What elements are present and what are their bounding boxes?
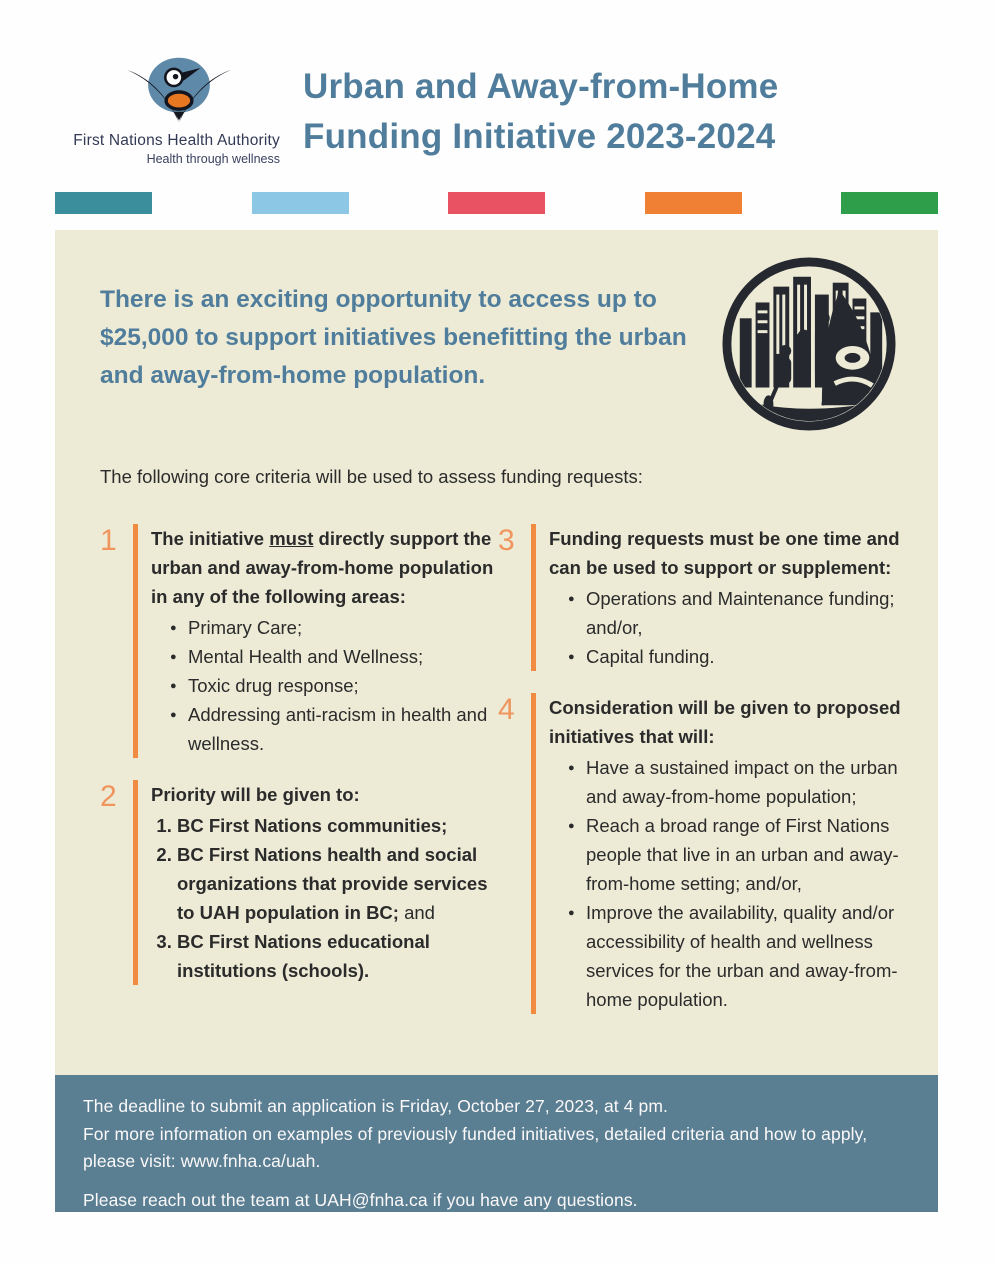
criterion-number: 1 [100,524,117,557]
color-bar-light-blue [252,192,349,214]
fnha-bird-icon [118,56,240,128]
criterion-heading: Funding requests must be one time and can be used to support or supplement: [549,528,900,578]
criterion-number: 2 [100,780,117,813]
bullet-item: ● Toxic drug response; [170,671,498,700]
criterion-bullet-list [549,584,910,671]
bullet-item: ● Primary Care; [170,613,498,642]
criterion-body [133,524,498,758]
criterion-heading: The initiative must directly support the urban and away-from-home population in any of the following areas: [151,528,494,607]
criterion-number: 4 [498,693,515,726]
logo-org-name: First Nations Health Authority [73,132,280,149]
color-bar-teal [55,192,152,214]
criterion-bullet-list [151,613,498,758]
page-title-line2: Funding Initiative 2023-2024 [303,117,776,156]
decorative-color-bars [55,192,938,214]
footer [55,1075,938,1212]
criterion-body [133,780,498,985]
bullet-item: ● Addressing anti-racism in health and wellness. [170,700,498,758]
bullet-item: ● Improve the availability, quality and/or accessibility of health and wellness services for the urban and away-from-home population. [568,898,910,1014]
intro-text: There is an exciting opportunity to access up to $25,000 to support initiatives benefitting the urban and away-from-home population. [100,286,687,389]
header [0,0,995,192]
page-title [303,56,778,162]
criterion-2 [100,780,498,985]
criterion-bullet-list [549,753,910,1014]
logo-tagline: Health through wellness [146,152,280,166]
color-bar-green [841,192,938,214]
footer-deadline: The deadline to submit an application is Friday, October 27, 2023, at 4 pm. [83,1096,668,1116]
bullet-item: ● Operations and Maintenance funding; and/or, [568,584,910,642]
criteria-column-right [498,508,910,1024]
priority-item: 2. BC First Nations health and social organizations that provide services to UAH population in BC; and [177,840,498,927]
criterion-body [531,693,910,1014]
criterion-number: 3 [498,524,515,557]
priority-item: 1. BC First Nations communities; [177,811,498,840]
criteria-intro: The following core criteria will be used to assess funding requests: [100,466,643,487]
criteria-grid [55,490,938,1024]
priority-item: 3. BC First Nations educational institutions (schools). [177,927,498,985]
criterion-3 [498,524,910,671]
criterion-body [531,524,910,671]
bullet-item: ● Reach a broad range of First Nations people that live in an urban and away-from-home setting; and/or, [568,811,910,898]
criterion-1 [100,524,498,758]
intro-row [55,230,938,433]
page-title-line1: Urban and Away-from-Home [303,67,779,106]
footer-more-info: For more information on examples of previously funded initiatives, detailed criteria and how to apply, please visit: www.fnha.ca/uah. [83,1123,868,1171]
criterion-heading: Consideration will be given to proposed initiatives that will: [549,697,901,747]
color-bar-red [448,192,545,214]
bullet-item: ● Mental Health and Wellness; [170,642,498,671]
criterion-heading: Priority will be given to: [151,784,360,805]
fnha-logo [55,56,280,166]
bullet-item: ● Capital funding. [568,642,910,671]
priority-list [151,811,498,985]
criteria-column-left [100,508,498,1024]
main-panel [55,230,938,1075]
criterion-4 [498,693,910,1014]
community-canoe-icon [720,255,898,433]
color-bar-orange [645,192,742,214]
bullet-item: ● Have a sustained impact on the urban and away-from-home population; [568,753,910,811]
footer-contact: Please reach out the team at UAH@fnha.ca if you have any questions. [83,1189,638,1210]
